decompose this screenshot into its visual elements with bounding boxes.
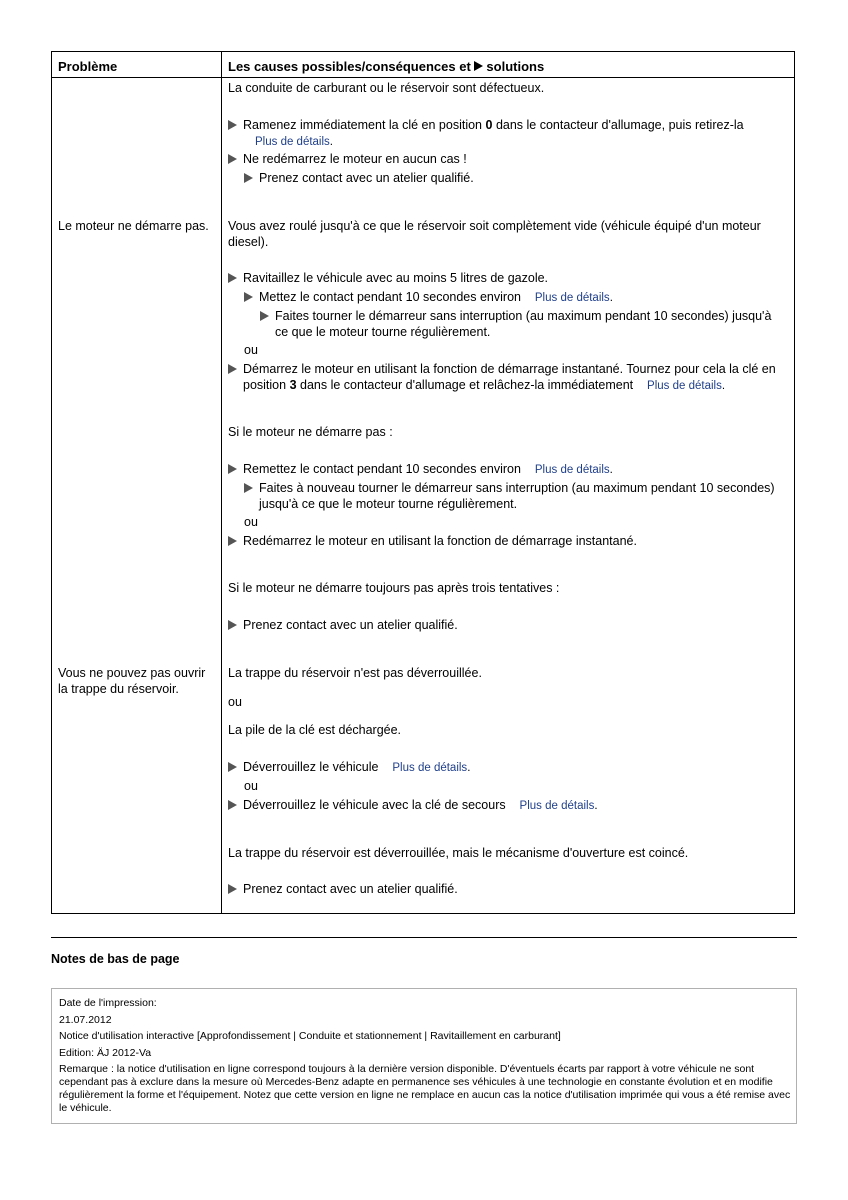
cause-text: La pile de la clé est déchargée. xyxy=(228,723,402,737)
problem-text: la trappe du réservoir. xyxy=(58,682,179,696)
play-arrow-icon xyxy=(244,483,253,493)
play-arrow-icon xyxy=(228,762,237,772)
play-arrow-icon xyxy=(260,311,269,321)
cause-text: La trappe du réservoir n'est pas déverrouillée. xyxy=(228,666,482,680)
play-arrow-icon xyxy=(228,154,237,164)
footnotes-divider xyxy=(51,937,797,938)
column-divider-body xyxy=(221,77,222,913)
list-item-continuation: position 3 dans le contacteur d'allumage et relâchez-la immédiatement Plus de détails. xyxy=(243,378,726,392)
footnotes-title: Notes de bas de page xyxy=(51,952,180,966)
details-link[interactable]: Plus de détails xyxy=(519,800,595,812)
troubleshooting-table: Problème Les causes possibles/conséquences et solutions La conduite de carburant ou le réservoir sont défectueux. Ramenez immédiatement la clé en position 0 dans le contacteur d'allumage, puis retirez-la Plus de détails. Ne redémarrez le moteur en aucun cas ! Prenez contact avec un atelier qualifié. Le moteur ne démarre pas. Vous avez roulé jusqu'à ce que le réservoir soit complètement vide (véhicule équipé d'un moteur diesel). Ravitaillez le véhicule avec au moins 5 litres de gazole. Mettez le contact pendant 10 secondes environ Plus de détails. Faites tourner le démarreur sans interruption (au maximum pendant 10 secondes) jusqu'à ce que le moteur tourne régulièrement. ou Démarrez le moteur en utilisant la fonction de démarrage instantané. Tournez pour cela la clé en position 3 dans le contacteur d'allumage et relâchez-la immédiatement Plus de détails. Si le moteur ne démarre pas : Remettez le contact pendant 10 secondes environ Plus de détails. Faites à nouveau tourner le démarreur sans interruption (au maximum pendant 10 secondes) jusqu'à ce que le moteur tourne régulièrement. ou Redémarrez le moteur en utilisant la fonction de démarrage instantané. Si le moteur ne démarre toujours pas après trois tentatives : Prenez contact avec un atelier qualifié. Vous ne pouvez pas ouvrir la trappe du réservoir. La trappe du réservoir n'est pas déverrouillée. ou La pile de la clé est déchargée. Déverrouillez le véhicule Plus de détails. ou Déverrouillez le véhicule avec la clé de secours Plus de détails. La trappe du réservoir est déverrouillée, mais le mécanisme d'ouverture est coincé. Prenez contact avec un atelier qualifié. xyxy=(51,51,795,914)
header-causes: Les causes possibles/conséquences et solutions xyxy=(228,59,545,74)
cause-text: La trappe du réservoir est déverrouillée, mais le mécanisme d'ouverture est coincé. xyxy=(228,846,689,860)
header-problem: Problème xyxy=(58,59,118,74)
remark: le véhicule. xyxy=(59,1102,112,1114)
condition-text: Si le moteur ne démarre toujours pas après trois tentatives : xyxy=(228,581,560,595)
remark: régulièrement la forme et l'équipement. Notez que cette version en ligne ne remplace en aucun cas la notice d'utilisation imprimée qui vous a été remise avec xyxy=(59,1089,791,1101)
table-header xyxy=(52,52,794,78)
play-arrow-icon xyxy=(228,464,237,474)
play-arrow-icon xyxy=(228,800,237,810)
edition: Edition: ÄJ 2012-Va xyxy=(59,1047,152,1059)
play-arrow-icon xyxy=(228,273,237,283)
list-item-continuation: ce que le moteur tourne régulièrement. xyxy=(275,325,491,339)
problem-text: Le moteur ne démarre pas. xyxy=(58,219,209,233)
remark: cependant pas à exclure dans la mesure où Mercedes-Benz adapte en permanence ses véhicules à une technologie en constante évolution et en modifie xyxy=(59,1076,773,1088)
play-arrow-icon xyxy=(228,536,237,546)
details-link[interactable]: Plus de détails xyxy=(392,762,468,774)
column-divider xyxy=(221,52,222,77)
details-link[interactable]: Plus de détails. xyxy=(255,136,333,148)
condition-text: Si le moteur ne démarre pas : xyxy=(228,425,393,439)
details-link[interactable]: Plus de détails xyxy=(534,464,610,476)
print-date-label: Date de l'impression: xyxy=(59,997,157,1009)
notice-path: Notice d'utilisation interactive [Approfondissement | Conduite et stationnement | Ravitaillement en carburant] xyxy=(59,1030,561,1042)
list-item-continuation: jusqu'à ce que le moteur tourne régulièrement. xyxy=(259,497,518,511)
play-arrow-icon xyxy=(228,364,237,374)
problem-text: Vous ne pouvez pas ouvrir xyxy=(58,666,206,680)
details-link[interactable]: Plus de détails xyxy=(647,380,722,392)
remark: Remarque : la notice d'utilisation en ligne correspond toujours à la dernière version disponible. D'éventuels écarts par rapport à votre véhicule ne sont xyxy=(59,1063,755,1075)
print-date: 21.07.2012 xyxy=(59,1014,112,1026)
cause-text: diesel). xyxy=(228,235,269,249)
play-arrow-icon xyxy=(244,292,253,302)
cause-text: Vous avez roulé jusqu'à ce que le réservoir soit complètement vide (véhicule équipé d'un moteur xyxy=(228,219,761,233)
play-arrow-icon xyxy=(228,884,237,894)
or-text: ou xyxy=(244,343,258,357)
play-arrow-icon xyxy=(244,173,253,183)
cause-text: La conduite de carburant ou le réservoir sont défectueux. xyxy=(228,81,545,95)
details-link[interactable]: Plus de détails xyxy=(534,292,610,304)
play-arrow-icon xyxy=(228,120,237,130)
or-text: ou xyxy=(244,515,258,529)
footnotes-box xyxy=(51,988,797,1124)
or-text: ou xyxy=(244,779,258,793)
play-arrow-icon xyxy=(474,61,483,71)
play-arrow-icon xyxy=(228,620,237,630)
or-text: ou xyxy=(228,695,242,709)
